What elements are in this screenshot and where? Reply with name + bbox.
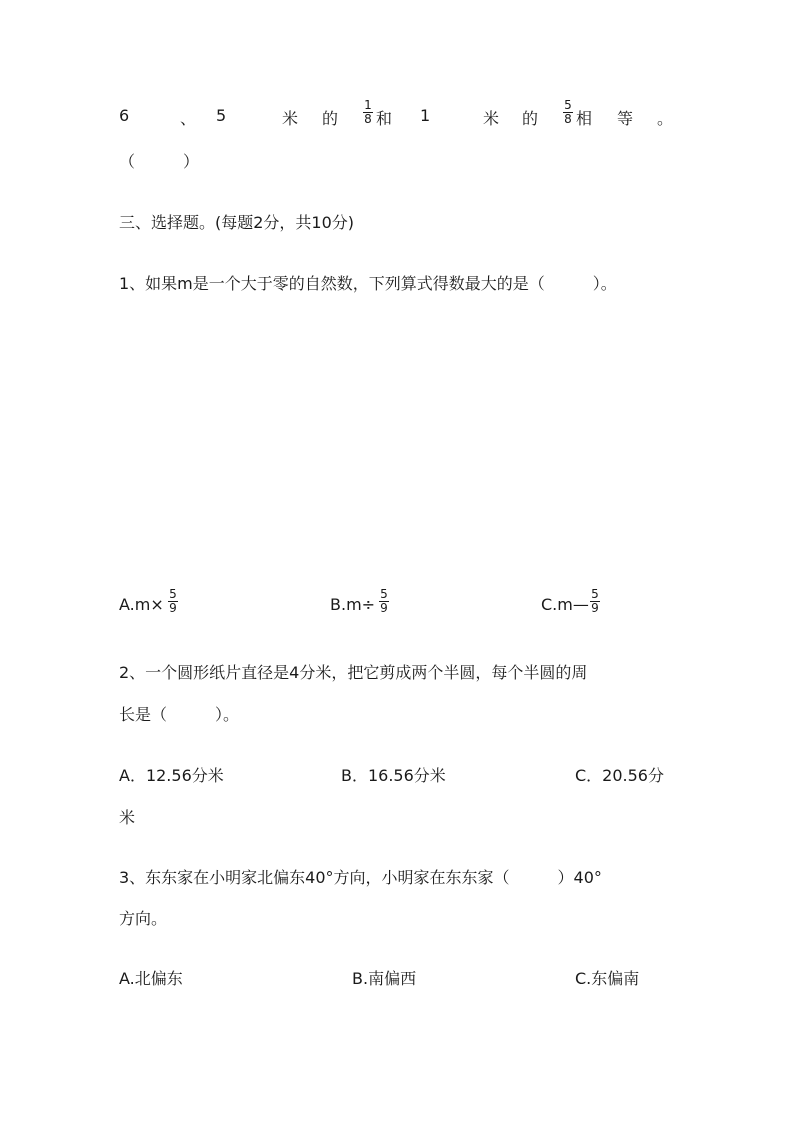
option-b: B．16.56分米 [341, 766, 446, 785]
j6-token: 米 [483, 109, 500, 128]
j6-token: 相 [576, 109, 593, 128]
j6-token: 和 [376, 109, 393, 128]
option-a: A.北偏东 [119, 969, 183, 988]
option-a: A．12.56分米 [119, 766, 224, 785]
j6-token: 的 [522, 109, 539, 128]
option-a: A.m× [119, 595, 164, 614]
option-c-wrap: 米 [119, 808, 136, 827]
j6-token: 5 [216, 106, 227, 125]
j6-token: 1 [420, 106, 431, 125]
fraction-5-9: 5 9 [169, 587, 177, 615]
question-2-line-1: 2、一个圆形纸片直径是4分米，把它剪成两个半圆，每个半圆的周 [119, 663, 588, 682]
option-b: B.m÷ [330, 595, 376, 614]
option-c: C.东偏南 [575, 969, 640, 988]
question-3-line-1: 3、东东家在小明家北偏东40°方向，小明家在东东家（ ）40° [119, 868, 602, 887]
fraction-1-8: 1 8 [364, 98, 372, 126]
j6-token: 6 [119, 106, 130, 125]
j6-token: 的 [322, 109, 339, 128]
fraction-5-9: 5 9 [380, 587, 388, 615]
j6-token: 米 [282, 109, 299, 128]
option-c: C.m— [541, 595, 589, 614]
option-c: C．20.56分 [575, 766, 664, 785]
fraction-5-8: 5 8 [564, 98, 572, 126]
option-b: B.南偏西 [352, 969, 417, 988]
question-1-text: 1、如果m是一个大于零的自然数，下列算式得数最大的是（ ）。 [119, 274, 617, 293]
section-title: 三、选择题。(每题2分，共10分) [119, 213, 355, 232]
j6-token: 。 [657, 109, 674, 128]
question-2-line-2: 长是（ ）。 [119, 705, 240, 724]
fraction-5-9: 5 9 [591, 587, 599, 615]
j6-token: 、 [180, 109, 197, 128]
question-3-line-2: 方向。 [119, 909, 168, 928]
answer-blank: （ ） [119, 152, 200, 171]
j6-token: 等 [617, 109, 634, 128]
